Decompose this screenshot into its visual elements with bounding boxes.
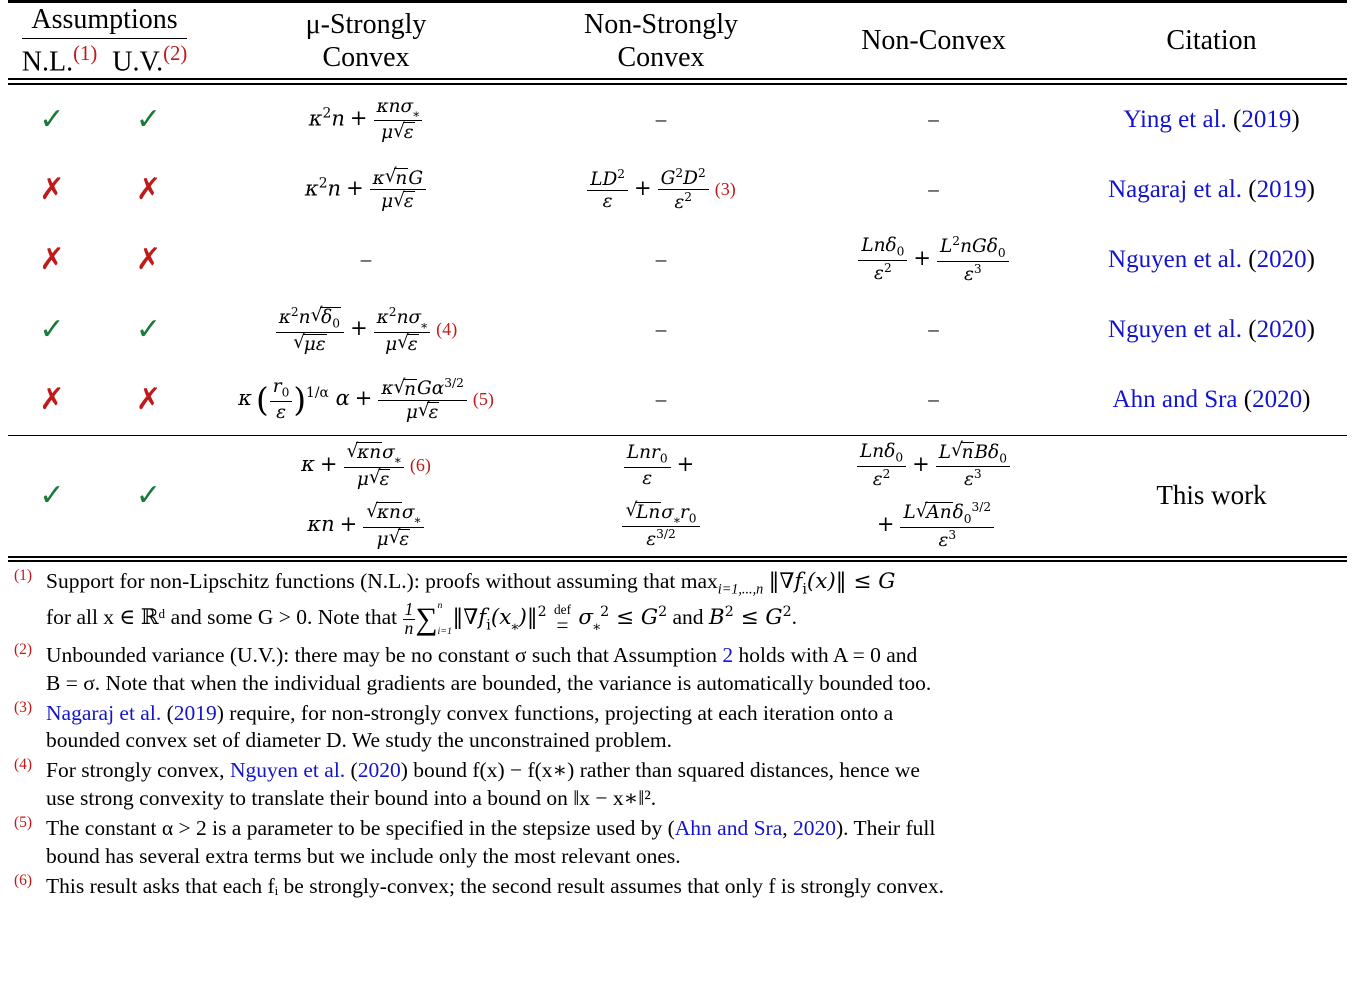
- cell-non-strongly-convex: $\frac{LD^2}{\varepsilon}$ + $\frac{G^2D^2}{\varepsilon^2}$ (3): [531, 155, 791, 225]
- cell-citation[interactable]: Ahn and Sra (2020): [1112, 385, 1311, 413]
- cell-nl: [8, 436, 96, 556]
- cell-uv: [96, 225, 201, 295]
- cell-non-strongly-convex: –: [655, 107, 667, 132]
- cell-citation[interactable]: Nguyen et al. (2020): [1108, 315, 1315, 343]
- footnote-5-lead: The constant α > 2 is a parameter to be specified in the stepsize used by (: [46, 816, 675, 841]
- cell-non-convex: –: [928, 107, 939, 132]
- nl-label: N.L.: [21, 46, 74, 78]
- cross-icon: ✗: [135, 171, 162, 207]
- cell-non-convex-line2: + L √ Anδ$_0^{3/2}$ $\varepsilon^3$: [791, 496, 1076, 556]
- uv-label: U.V.: [112, 46, 164, 78]
- footnote-6-text: This result asks that each fᵢ be strongly-convex; the second result assumes that only f is strongly convex.: [46, 874, 944, 899]
- cell-non-strongly-convex: –: [655, 387, 667, 412]
- cross-icon: ✗: [39, 171, 65, 207]
- footnote-mark-3[interactable]: (3): [714, 179, 736, 200]
- cell-non-convex-line1: $\frac{Ln\delta_0}{\varepsilon^2}$ + L √ nBδ$_0$ $\varepsilon^3$: [791, 436, 1076, 496]
- cell-citation-this-work: [1076, 436, 1347, 556]
- citation-authors[interactable]: Nguyen et al.: [1108, 245, 1243, 273]
- citation-year[interactable]: 2019: [1241, 105, 1292, 133]
- footnote-1-sub: i=1,...,n: [717, 581, 764, 598]
- footnote-3-line1-tail: ) require, for non-strongly convex functions, projecting at each iteration onto a: [216, 700, 894, 725]
- footnote-2: [12, 642, 1343, 698]
- footnote-mark-5[interactable]: (5): [472, 389, 494, 410]
- cell-non-convex: –: [928, 177, 939, 202]
- table-header-row: [8, 3, 1347, 78]
- cell-citation[interactable]: Nguyen et al. (2020): [1108, 245, 1315, 273]
- cell-uv: [96, 436, 201, 556]
- header-strongly-convex-line1: μ-Strongly: [305, 8, 427, 40]
- cross-icon: ✗: [39, 241, 65, 277]
- footnote-5: [12, 815, 1343, 871]
- footnote-4-number: (4): [14, 756, 33, 774]
- uv-footnote-mark[interactable]: (2): [163, 43, 188, 66]
- footnote-4-lead: For strongly convex,: [46, 758, 225, 783]
- nagaraj-citation-year[interactable]: 2019: [173, 700, 217, 725]
- this-work-label: This work: [1156, 480, 1267, 511]
- citation-year[interactable]: 2020: [1256, 315, 1307, 343]
- cell-uv: [96, 295, 201, 365]
- check-icon: ✓: [39, 477, 65, 513]
- check-icon: ✓: [39, 101, 65, 137]
- footnote-3-line2: bounded convex set of diameter D. We study the unconstrained problem.: [46, 728, 672, 753]
- table-row: [8, 295, 1347, 365]
- cell-uv: [96, 365, 201, 435]
- cross-icon: ✗: [135, 241, 162, 277]
- footnote-3-text: Nagaraj et al. (2019) require, for non-strongly convex functions, projecting at each iteration onto a bounded convex set of diameter D. We study the unconstrained problem.: [46, 700, 894, 753]
- cell-strongly-convex-line1: κ + √ κnσ$_⁎$ μ √ ε (6): [301, 440, 431, 490]
- header-assumptions: [8, 3, 201, 78]
- nagaraj-citation-link[interactable]: Nagaraj et al.: [46, 700, 162, 725]
- footnote-5-line1-tail: ). Their full: [836, 816, 936, 841]
- footnote-4-line2: use strong convexity to translate their bound into a bound on ‖x − x∗‖².: [46, 786, 657, 811]
- header-citation: Citation: [1166, 25, 1257, 57]
- citation-authors[interactable]: Nguyen et al.: [1108, 315, 1243, 343]
- assumption-link[interactable]: 2: [722, 642, 734, 667]
- cell-non-strongly-convex: –: [655, 317, 667, 342]
- cell-uv: [96, 85, 201, 155]
- cell-nl: [8, 295, 96, 365]
- cell-non-convex: –: [928, 317, 939, 342]
- footnote-5-line2: bound has several extra terms but we include only the most relevant ones.: [46, 844, 681, 869]
- cell-strongly-convex: –: [360, 247, 372, 272]
- footnote-6-number: (6): [14, 872, 33, 890]
- check-icon: ✓: [39, 311, 65, 347]
- footnote-2-line2: B = σ. Note that when the individual gradients are bounded, the variance is automatically bounded too.: [46, 670, 932, 695]
- cell-strongly-convex: $\kappa^2n$ + κnσ$_⁎$ μ √ ε: [201, 85, 531, 155]
- cross-icon: ✗: [135, 381, 162, 417]
- table-row: [8, 155, 1347, 225]
- footnote-1: [12, 568, 1343, 639]
- cell-non-strongly-convex-line1: $\frac{Lnr_0}{\varepsilon}$ +: [531, 436, 791, 496]
- cell-nl: [8, 155, 96, 225]
- cross-icon: ✗: [39, 381, 65, 417]
- footnote-mark-4[interactable]: (4): [436, 319, 458, 340]
- footnote-6: [12, 873, 1343, 901]
- cell-strongly-convex: κ ( $\frac{r_0}{\varepsilon}$ )$^{1/\alpha}$ α + κ √ nGα$^{3/2}$ μ √ ε (5): [238, 376, 494, 423]
- footnote-2-line1-tail: holds with A = 0 and: [738, 642, 918, 667]
- header-strongly-convex-line2: Convex: [322, 41, 410, 73]
- header-non-strongly-convex-line2: Convex: [617, 41, 705, 73]
- citation-authors[interactable]: Ying et al.: [1123, 105, 1227, 133]
- cell-nl: [8, 365, 96, 435]
- header-non-strongly-convex-line1: Non-Strongly: [584, 8, 739, 40]
- citation-authors[interactable]: Ahn and Sra: [1112, 385, 1238, 413]
- cell-non-convex: –: [928, 387, 939, 412]
- citation-year[interactable]: 2020: [1252, 385, 1303, 413]
- cell-non-strongly-convex-line2: √ $Ln\sigma_⁎r_0$ $\varepsilon^{3/2}$: [531, 496, 791, 556]
- header-strongly-convex: [201, 3, 531, 78]
- cell-citation[interactable]: Ying et al. (2019): [1123, 105, 1300, 133]
- footnote-3: [12, 700, 1343, 756]
- table-row: [8, 365, 1347, 435]
- footnote-5-text: The constant α > 2 is a parameter to be specified in the stepsize used by (Ahn and Sra, 2020). Their full bound has several extra terms but we include only the most relevant ones.: [46, 816, 936, 869]
- cell-uv: [96, 155, 201, 225]
- footnote-4-text: For strongly convex, Nguyen et al. (2020) bound f(x) − f(x∗) rather than squared distances, hence we use strong convexity to translate their bound into a bound on ‖x − x∗‖².: [46, 758, 920, 811]
- footnote-4-line1-tail: ) bound f(x) − f(x∗) rather than squared distances, hence we: [400, 758, 920, 783]
- table-row: [8, 225, 1347, 295]
- cell-strongly-convex: $\kappa^2n$ √ $\delta_0$ √ με + $\kappa^2n\sigma_⁎$ μ √ ε (4): [201, 295, 531, 365]
- assumptions-sublabels: [22, 39, 188, 78]
- ahn-sra-citation-year[interactable]: 2020: [793, 816, 837, 841]
- nguyen-citation-link[interactable]: Nguyen et al.: [229, 758, 346, 783]
- cell-strongly-convex-line2: κn + √ κnσ$_⁎$ μ √ ε: [201, 496, 531, 556]
- footnote-4: [12, 757, 1343, 813]
- nl-footnote-mark[interactable]: (1): [73, 43, 98, 66]
- footnote-1-text: Support for non-Lipschitz functions (N.L.): proofs without assuming that $\max_{i=1,...,n}$ $‖\nabla f_i(x)‖ \le G$ for all x ∈ ℝᵈ and some G > 0. Note that $\frac{1}{n}$ ∑ n i=1 $‖\nabla f_i(x_⁎)‖^2$ def = $\sigma_⁎^2 \le G^2$ and $B^2 \le G^2$.: [46, 569, 896, 638]
- footnote-1-number: (1): [14, 567, 33, 585]
- footnote-5-number: (5): [14, 814, 33, 832]
- footnote-2-text: [46, 643, 931, 695]
- footnote-mark-6[interactable]: (6): [409, 455, 431, 476]
- footnote-2-number: (2): [14, 640, 33, 658]
- check-icon: ✓: [135, 311, 162, 347]
- footnote-2-line1: Unbounded variance (U.V.): there may be no constant σ such that Assumption: [46, 642, 717, 667]
- table-row: [8, 85, 1347, 155]
- comparison-table-body: [8, 85, 1347, 435]
- header-non-convex: Non-Convex: [861, 25, 1006, 57]
- ahn-sra-citation-link[interactable]: Ahn and Sra: [674, 816, 783, 841]
- cell-non-convex: $\frac{Ln\delta_0}{\varepsilon^2}$ + $\frac{L^2nG\delta_0}{\varepsilon^3}$: [791, 225, 1076, 295]
- cell-citation[interactable]: Nagaraj et al. (2019): [1108, 175, 1315, 203]
- cell-strongly-convex: $\kappa^2n$ + κ √ nG μ √ ε: [201, 155, 531, 225]
- this-work-row-line1: [8, 436, 1347, 496]
- footnote-1-line1a: Support for non-Lipschitz functions (N.L.): proofs without assuming that max: [46, 569, 718, 594]
- cell-nl: [8, 85, 96, 155]
- cell-non-strongly-convex: –: [655, 247, 667, 272]
- header-non-strongly-convex: [531, 3, 791, 78]
- assumptions-label: Assumptions: [22, 3, 188, 39]
- citation-year[interactable]: 2020: [1256, 245, 1307, 273]
- citation-authors[interactable]: Nagaraj et al.: [1108, 175, 1243, 203]
- check-icon: ✓: [135, 101, 162, 137]
- check-icon: ✓: [135, 477, 162, 513]
- footnotes: [8, 562, 1347, 901]
- comparison-table: [8, 3, 1347, 78]
- footnote-1-line2a: for all x ∈ ℝᵈ and some G > 0. Note that: [46, 605, 398, 630]
- citation-year[interactable]: 2019: [1256, 175, 1307, 203]
- footnote-3-number: (3): [14, 698, 33, 716]
- this-work-table: [8, 436, 1347, 556]
- cell-nl: [8, 225, 96, 295]
- nguyen-citation-year[interactable]: 2020: [357, 758, 401, 783]
